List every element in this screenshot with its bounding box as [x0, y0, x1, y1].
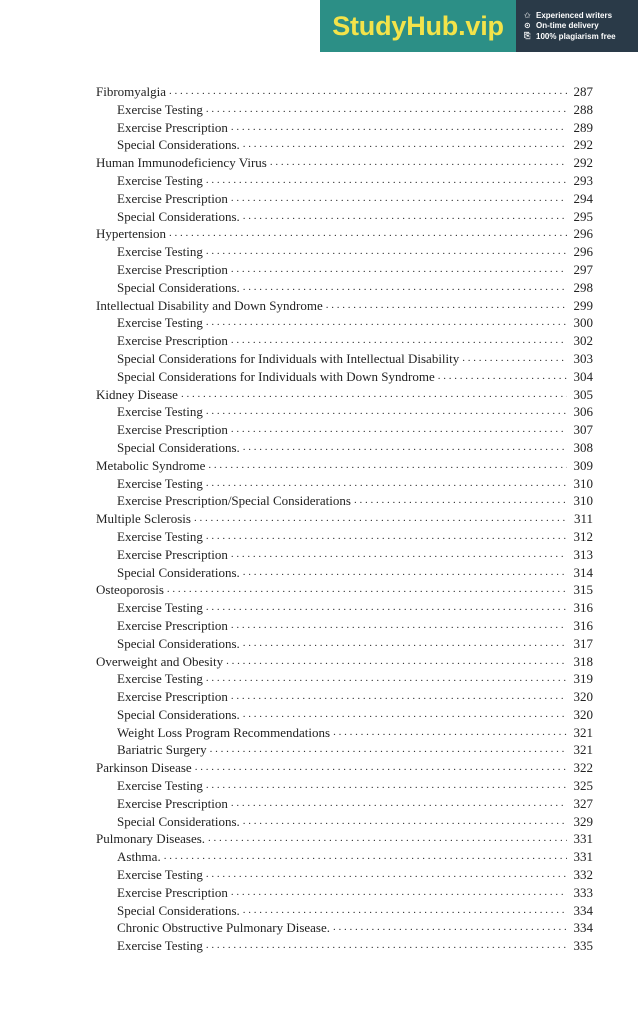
- toc-page-number: 308: [573, 439, 593, 455]
- star-icon: ✩: [524, 11, 531, 20]
- toc-entry-title: Fibromyalgia: [96, 84, 167, 99]
- copy-icon: ⎘: [524, 31, 531, 40]
- toc-entry-title: Special Considerations.: [117, 279, 240, 295]
- dot-leader: [231, 261, 567, 279]
- toc-entry-title: Exercise Prescription: [117, 261, 228, 277]
- toc-entry[interactable]: [96, 386, 593, 404]
- studyhub-logo[interactable]: StudyHub.vip: [320, 0, 516, 52]
- toc-subentry[interactable]: [96, 937, 593, 955]
- toc-page-number: 296: [573, 226, 593, 242]
- dot-leader: [333, 919, 567, 937]
- dot-leader: [210, 741, 567, 759]
- dot-leader: [462, 350, 567, 368]
- dot-leader: [231, 190, 567, 208]
- toc-page-number: 289: [573, 119, 593, 135]
- toc-subentry[interactable]: [96, 243, 593, 261]
- dot-leader: [206, 528, 567, 546]
- toc-page-number: 309: [573, 457, 593, 473]
- toc-entry-title: Special Considerations.: [117, 564, 240, 580]
- dot-leader: [231, 795, 567, 813]
- toc-page-number: 320: [573, 706, 593, 722]
- toc-subentry[interactable]: [96, 919, 593, 937]
- toc-subentry[interactable]: [96, 190, 593, 208]
- toc-entry-title: Exercise Testing: [117, 315, 203, 331]
- toc-page-number: 318: [573, 653, 593, 669]
- dot-leader: [243, 136, 567, 154]
- toc-page-number: 304: [573, 368, 593, 384]
- toc-subentry[interactable]: [96, 368, 593, 386]
- toc-page-number: 297: [573, 261, 593, 277]
- toc-entry-title: Exercise Testing: [117, 671, 203, 687]
- toc-subentry[interactable]: [96, 403, 593, 421]
- toc-subentry[interactable]: [96, 101, 593, 119]
- dot-leader: [195, 759, 567, 777]
- toc-subentry[interactable]: [96, 866, 593, 884]
- toc-entry-title: Exercise Prescription: [117, 795, 228, 811]
- toc-subentry[interactable]: [96, 688, 593, 706]
- toc-entry-title: Parkinson Disease: [96, 760, 192, 776]
- toc-page-number: 313: [573, 546, 593, 562]
- banner-feature-text: On-time delivery: [536, 21, 599, 30]
- toc-subentry[interactable]: [96, 350, 593, 368]
- studyhub-banner[interactable]: [320, 0, 638, 52]
- toc-entry-title: Intellectual Disability and Down Syndrome: [96, 297, 323, 313]
- toc-entry-title: Chronic Obstructive Pulmonary Disease.: [117, 920, 331, 936]
- toc-entry-title: Special Considerations.: [117, 813, 240, 829]
- dot-leader: [194, 510, 567, 528]
- dot-leader: [326, 297, 567, 315]
- toc-subentry[interactable]: [96, 492, 593, 510]
- toc-entry-title: Special Considerations.: [117, 439, 240, 455]
- toc-entry-title: Pulmonary Diseases.: [96, 831, 206, 847]
- toc-page-number: 316: [573, 600, 593, 616]
- toc-page-number: 298: [573, 279, 593, 295]
- toc-entry-title: Asthma.: [117, 849, 161, 865]
- dot-leader: [243, 706, 567, 724]
- toc-entry-title: Metabolic Syndrome: [96, 457, 206, 473]
- toc-entry-title: Exercise Testing: [117, 172, 203, 188]
- banner-feature: [524, 11, 638, 20]
- toc-page-number: 334: [573, 920, 593, 936]
- toc-entry-title: Hypertension: [96, 226, 167, 242]
- toc-entry-title: Special Considerations.: [117, 137, 240, 153]
- toc-page-number: 310: [573, 475, 593, 491]
- toc-subentry[interactable]: [96, 741, 593, 759]
- toc-subentry[interactable]: [96, 706, 593, 724]
- dot-leader: [206, 777, 567, 795]
- toc-entry-title: Exercise Prescription: [117, 617, 228, 633]
- toc-entry[interactable]: [96, 759, 593, 777]
- dot-leader: [164, 848, 567, 866]
- toc-page-number: 315: [573, 582, 593, 598]
- toc-subentry[interactable]: [96, 635, 593, 653]
- toc-page-number: 332: [573, 867, 593, 883]
- table-of-contents: [96, 83, 593, 955]
- toc-subentry[interactable]: [96, 208, 593, 226]
- toc-entry-title: Exercise Testing: [117, 475, 203, 491]
- toc-subentry[interactable]: [96, 884, 593, 902]
- dot-leader: [181, 386, 567, 404]
- dot-leader: [333, 724, 567, 742]
- toc-page-number: 333: [573, 884, 593, 900]
- dot-leader: [169, 225, 567, 243]
- toc-subentry[interactable]: [96, 777, 593, 795]
- toc-page-number: 331: [573, 849, 593, 865]
- toc-page-number: 305: [573, 386, 593, 402]
- dot-leader: [208, 830, 567, 848]
- toc-entry-title: Osteoporosis: [96, 582, 164, 598]
- dot-leader: [270, 154, 567, 172]
- dot-leader: [354, 492, 567, 510]
- toc-entry-title: Exercise Prescription/Special Considerations: [117, 493, 351, 509]
- dot-leader: [206, 403, 567, 421]
- clock-icon: ⊙: [524, 21, 531, 30]
- toc-page-number: 292: [573, 137, 593, 153]
- toc-subentry[interactable]: [96, 136, 593, 154]
- toc-page-number: 294: [573, 190, 593, 206]
- toc-subentry[interactable]: [96, 314, 593, 332]
- toc-page-number: 293: [573, 172, 593, 188]
- toc-page-number: 314: [573, 564, 593, 580]
- toc-subentry[interactable]: [96, 599, 593, 617]
- dot-leader: [231, 332, 567, 350]
- dot-leader: [243, 439, 567, 457]
- toc-page-number: 327: [573, 795, 593, 811]
- toc-entry-title: Exercise Testing: [117, 938, 203, 954]
- dot-leader: [226, 653, 567, 671]
- toc-page-number: 306: [573, 404, 593, 420]
- toc-subentry[interactable]: [96, 902, 593, 920]
- toc-page-number: 312: [573, 528, 593, 544]
- toc-entry-title: Multiple Sclerosis: [96, 511, 191, 527]
- banner-feature: [524, 31, 638, 41]
- toc-page-number: 321: [573, 724, 593, 740]
- toc-page-number: 320: [573, 689, 593, 705]
- toc-entry[interactable]: [96, 457, 593, 475]
- toc-entry[interactable]: [96, 225, 593, 243]
- toc-page-number: 307: [573, 422, 593, 438]
- toc-entry-title: Exercise Prescription: [117, 546, 228, 562]
- toc-entry-title: Special Considerations for Individuals with Down Syndrome: [117, 368, 435, 384]
- dot-leader: [206, 314, 567, 332]
- toc-entry-title: Exercise Prescription: [117, 119, 228, 135]
- toc-page-number: 303: [573, 350, 593, 366]
- dot-leader: [206, 475, 567, 493]
- toc-subentry[interactable]: [96, 439, 593, 457]
- dot-leader: [206, 243, 567, 261]
- banner-feature: [524, 21, 638, 30]
- toc-page-number: 325: [573, 778, 593, 794]
- toc-entry-title: Special Considerations.: [117, 706, 240, 722]
- dot-leader: [169, 83, 567, 101]
- toc-subentry[interactable]: [96, 475, 593, 493]
- toc-subentry[interactable]: [96, 617, 593, 635]
- dot-leader: [208, 457, 567, 475]
- toc-page-number: 311: [573, 511, 593, 527]
- toc-page-number: 310: [573, 493, 593, 509]
- toc-subentry[interactable]: [96, 119, 593, 137]
- toc-subentry[interactable]: [96, 332, 593, 350]
- toc-page-number: 329: [573, 813, 593, 829]
- toc-entry[interactable]: [96, 297, 593, 315]
- dot-leader: [167, 581, 567, 599]
- dot-leader: [231, 421, 567, 439]
- dot-leader: [231, 546, 567, 564]
- toc-entry-title: Kidney Disease: [96, 386, 178, 402]
- toc-entry-title: Exercise Testing: [117, 778, 203, 794]
- toc-subentry[interactable]: [96, 261, 593, 279]
- dot-leader: [231, 617, 567, 635]
- dot-leader: [206, 670, 567, 688]
- toc-entry[interactable]: [96, 83, 593, 101]
- dot-leader: [243, 564, 567, 582]
- toc-entry-title: Exercise Prescription: [117, 689, 228, 705]
- toc-entry[interactable]: [96, 653, 593, 671]
- dot-leader: [243, 208, 567, 226]
- dot-leader: [243, 635, 567, 653]
- toc-page-number: 319: [573, 671, 593, 687]
- toc-entry-title: Special Considerations.: [117, 902, 240, 918]
- toc-entry-title: Exercise Prescription: [117, 884, 228, 900]
- toc-page-number: 292: [573, 155, 593, 171]
- toc-entry-title: Special Considerations.: [117, 635, 240, 651]
- dot-leader: [206, 599, 567, 617]
- toc-entry[interactable]: [96, 830, 593, 848]
- banner-feature-text: Experienced writers: [536, 11, 613, 20]
- dot-leader: [206, 101, 567, 119]
- toc-entry-title: Exercise Testing: [117, 867, 203, 883]
- toc-page-number: 302: [573, 333, 593, 349]
- dot-leader: [231, 688, 567, 706]
- toc-entry-title: Special Considerations.: [117, 208, 240, 224]
- toc-entry-title: Special Considerations for Individuals with Intellectual Disability: [117, 350, 460, 366]
- toc-page-number: 296: [573, 244, 593, 260]
- toc-page-number: 300: [573, 315, 593, 331]
- toc-entry-title: Exercise Testing: [117, 244, 203, 260]
- toc-entry-title: Exercise Testing: [117, 101, 203, 117]
- dot-leader: [243, 813, 567, 831]
- toc-subentry[interactable]: [96, 670, 593, 688]
- toc-entry-title: Exercise Testing: [117, 528, 203, 544]
- toc-entry-title: Overweight and Obesity: [96, 653, 224, 669]
- toc-entry[interactable]: [96, 510, 593, 528]
- toc-page-number: 299: [573, 297, 593, 313]
- toc-entry-title: Exercise Prescription: [117, 190, 228, 206]
- toc-page-number: 334: [573, 902, 593, 918]
- dot-leader: [206, 937, 567, 955]
- toc-page-number: 316: [573, 617, 593, 633]
- dot-leader: [243, 902, 567, 920]
- dot-leader: [231, 884, 567, 902]
- toc-page-number: 322: [573, 760, 593, 776]
- toc-page-number: 288: [573, 101, 593, 117]
- toc-entry[interactable]: [96, 154, 593, 172]
- dot-leader: [231, 119, 567, 137]
- banner-features: [516, 0, 638, 52]
- toc-subentry[interactable]: [96, 279, 593, 297]
- dot-leader: [438, 368, 567, 386]
- toc-entry-title: Exercise Testing: [117, 404, 203, 420]
- toc-page-number: 331: [573, 831, 593, 847]
- toc-subentry[interactable]: [96, 848, 593, 866]
- toc-page-number: 317: [573, 635, 593, 651]
- toc-subentry[interactable]: [96, 528, 593, 546]
- dot-leader: [206, 172, 567, 190]
- dot-leader: [206, 866, 567, 884]
- toc-subentry[interactable]: [96, 421, 593, 439]
- toc-entry-title: Exercise Prescription: [117, 422, 228, 438]
- toc-subentry[interactable]: [96, 564, 593, 582]
- toc-subentry[interactable]: [96, 813, 593, 831]
- toc-subentry[interactable]: [96, 546, 593, 564]
- toc-subentry[interactable]: [96, 172, 593, 190]
- toc-entry-title: Exercise Testing: [117, 600, 203, 616]
- toc-entry-title: Bariatric Surgery: [117, 742, 207, 758]
- toc-entry-title: Exercise Prescription: [117, 333, 228, 349]
- toc-entry-title: Weight Loss Program Recommendations: [117, 724, 331, 740]
- toc-entry-title: Human Immunodeficiency Virus: [96, 155, 267, 171]
- dot-leader: [243, 279, 567, 297]
- banner-feature-text: 100% plagiarism free: [536, 31, 616, 41]
- toc-page-number: 287: [573, 84, 593, 99]
- toc-page-number: 295: [573, 208, 593, 224]
- toc-page-number: 335: [573, 938, 593, 954]
- toc-entry[interactable]: [96, 581, 593, 599]
- toc-subentry[interactable]: [96, 724, 593, 742]
- toc-page-number: 321: [573, 742, 593, 758]
- toc-subentry[interactable]: [96, 795, 593, 813]
